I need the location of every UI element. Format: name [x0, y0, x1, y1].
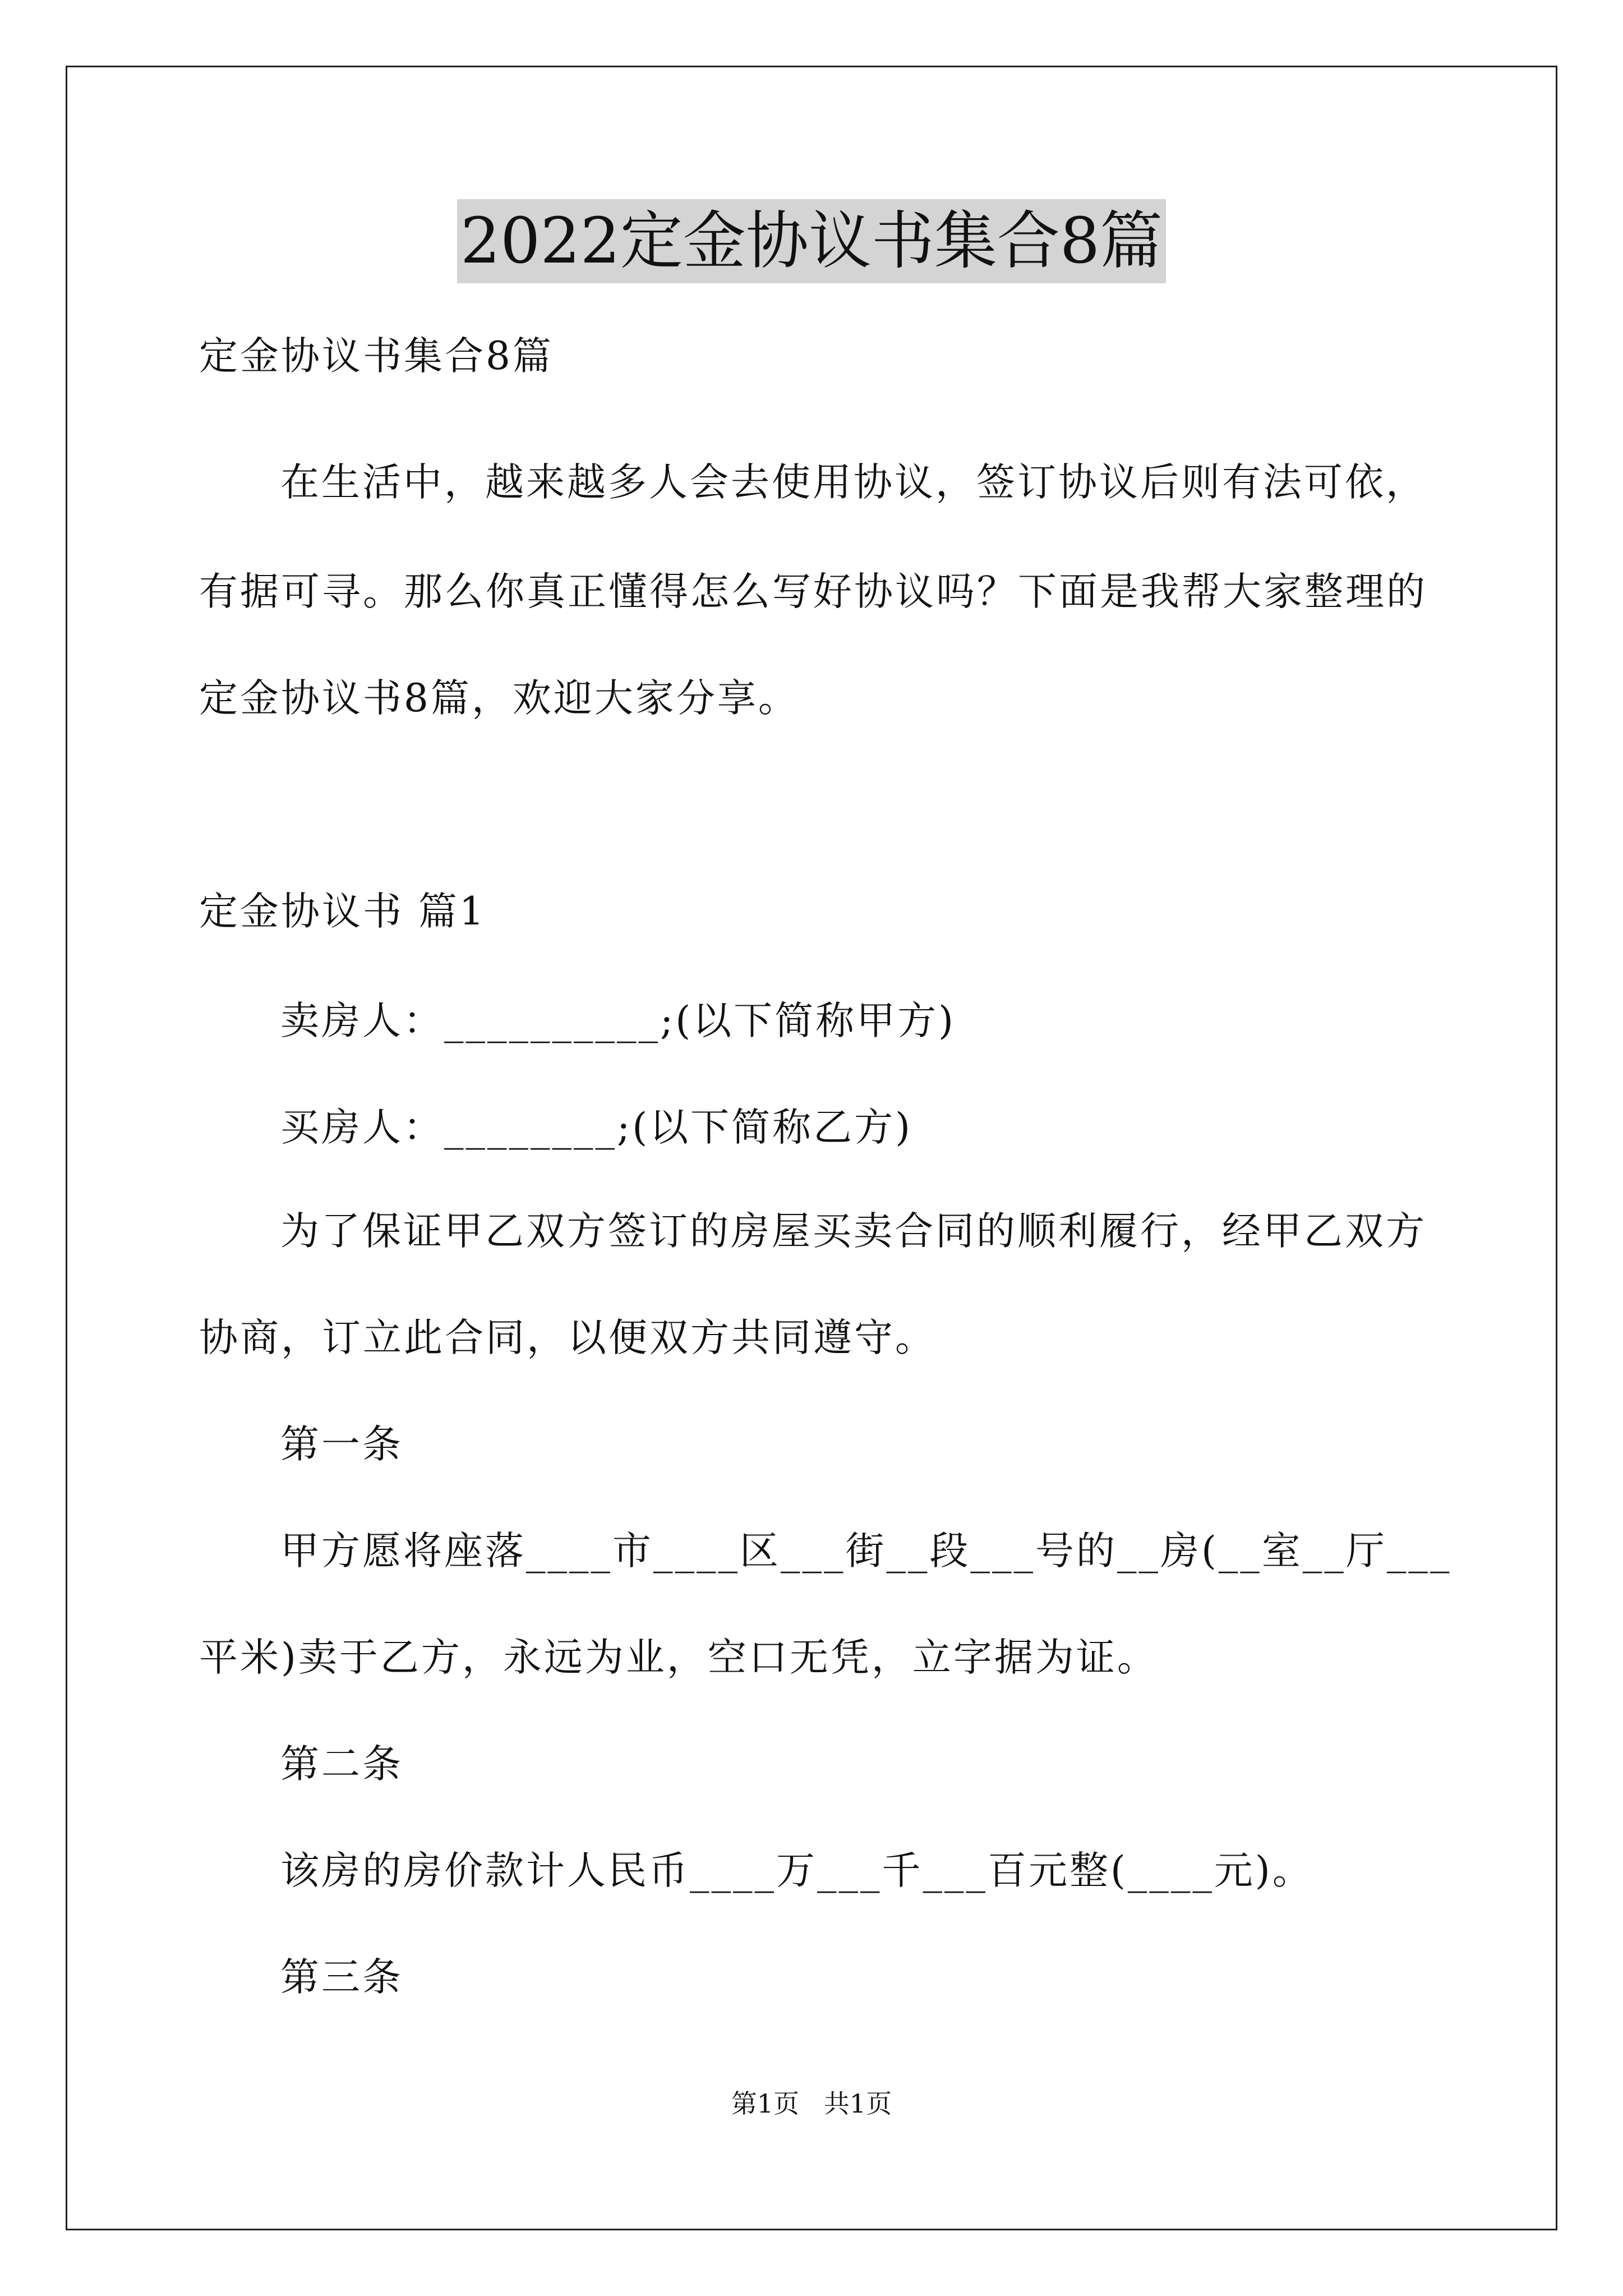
article-2-line-1: 该房的房价款计人民币____万___千___百元整(____元)。: [280, 1848, 1313, 1893]
article-3-heading: 第三条: [280, 1955, 403, 2000]
article-1-heading: 第一条: [280, 1422, 403, 1467]
purpose-line-1: 为了保证甲乙双方签订的房屋买卖合同的顺利履行，经甲乙双方: [280, 1209, 1427, 1254]
subtitle-line: 定金协议书集合8篇: [199, 334, 554, 379]
article-2-heading: 第二条: [280, 1742, 403, 1787]
article-1-line-1: 甲方愿将座落____市____区___街__段___号的__房(__室__厅___: [280, 1529, 1452, 1573]
article-1-line-2: 平米)卖于乙方，永远为业，空口无凭，立字据为证。: [199, 1635, 1158, 1680]
document-title: 2022定金协议书集合8篇: [457, 199, 1166, 283]
seller-line: 卖房人：__________;(以下简称甲方): [280, 999, 956, 1043]
page-footer: 第1页 共1页: [731, 2088, 892, 2119]
purpose-line-2: 协商，订立此合同，以便双方共同遵守。: [199, 1315, 936, 1360]
section-heading: 定金协议书 篇1: [199, 889, 486, 934]
intro-line-1: 在生活中，越来越多人会去使用协议，签订协议后则有法可依，: [280, 460, 1427, 505]
buyer-line: 买房人：________;(以下简称乙方): [280, 1105, 913, 1150]
intro-line-3: 定金协议书8篇，欢迎大家分享。: [199, 676, 799, 721]
intro-line-2: 有据可寻。那么你真正懂得怎么写好协议吗？下面是我帮大家整理的: [199, 569, 1427, 614]
title-container: [0, 199, 1623, 283]
